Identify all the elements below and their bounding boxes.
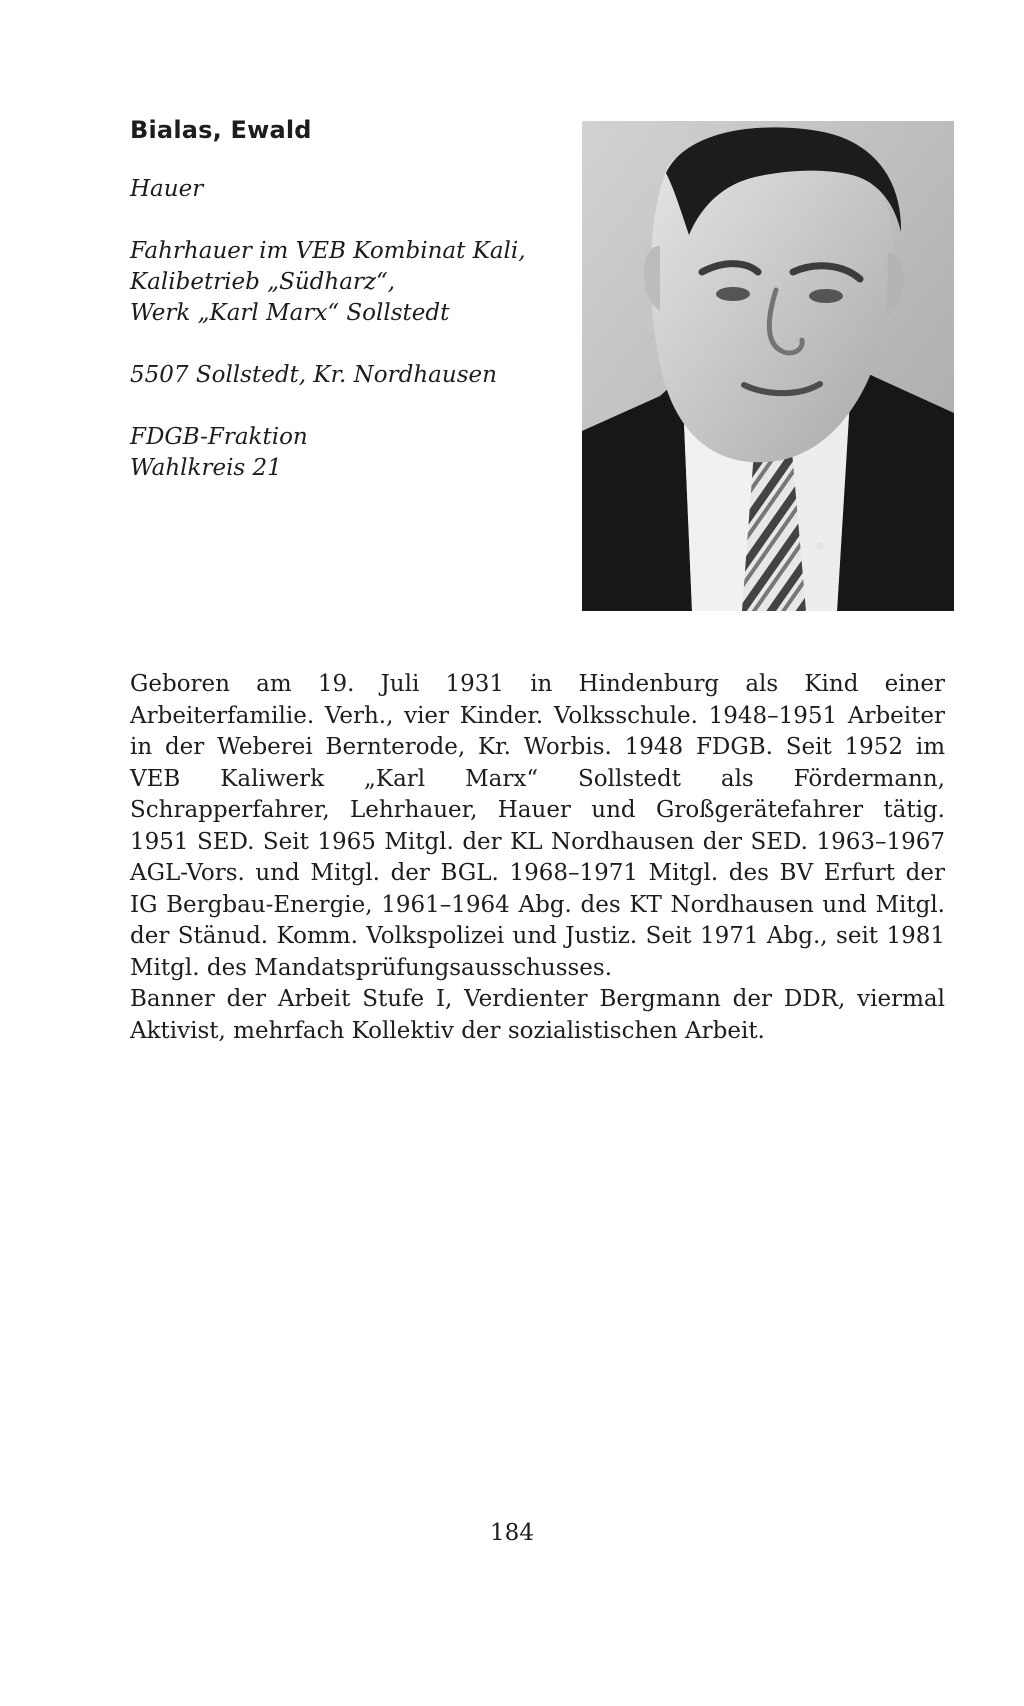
workplace-line-1: Fahrhauer im VEB Kombinat Kali, [130, 238, 526, 264]
portrait-photo [582, 121, 954, 611]
biography-paragraph-2: Banner der Arbeit Stufe I, Verdienter Bergmann der DDR, viermal Aktivist, mehrfach Kollektiv der sozialistischen Arbeit. [130, 986, 945, 1044]
page-number: 184 [490, 1520, 534, 1546]
workplace-line-2: Kalibetrieb „Südharz“, [130, 269, 396, 295]
biography-paragraph-1: Geboren am 19. Juli 1931 in Hindenburg als Kind einer Arbeiterfamilie. Verh., vier Kinder. Volksschule. 1948–1951 Arbeiter in der Weberei Bernterode, Kr. Worbis. 1948 FDGB. Seit 1952 im VEB Kaliwerk „Karl Marx“ Sollstedt als Fördermann, Schrapperfahrer, Lehrhauer, Hauer und Großgerätefahrer tätig. 1951 SED. Seit 1965 Mitgl. der KL Nordhausen der SED. 1963–1967 AGL-Vors. und Mitgl. der BGL. 1968–1971 Mitgl. des BV Erfurt der IG Bergbau-Energie, 1961–1964 Abg. des KT Nordhausen und Mitgl. der Stänud. Komm. Volkspolizei und Justiz. Seit 1971 Abg., seit 1981 Mitgl. des Mandatsprüfungsausschusses. [130, 671, 945, 981]
faction-info [130, 422, 570, 484]
faction-text: FDGB-Fraktion [130, 424, 308, 450]
occupation [130, 174, 570, 205]
occupation-text: Hauer [130, 176, 204, 202]
address [130, 360, 570, 391]
constituency-text: Wahlkreis 21 [130, 455, 282, 481]
eye-left [716, 287, 750, 301]
entry-header [130, 116, 570, 515]
person-name: Bialas, Ewald [130, 116, 312, 144]
workplace-line-3: Werk „Karl Marx“ Sollstedt [130, 300, 450, 326]
address-text: 5507 Sollstedt, Kr. Nordhausen [130, 362, 497, 388]
workplace [130, 236, 570, 329]
biography [130, 669, 945, 1047]
lapel-pin [816, 542, 824, 550]
eye-right [809, 289, 843, 303]
portrait-photo-icon [582, 121, 954, 611]
